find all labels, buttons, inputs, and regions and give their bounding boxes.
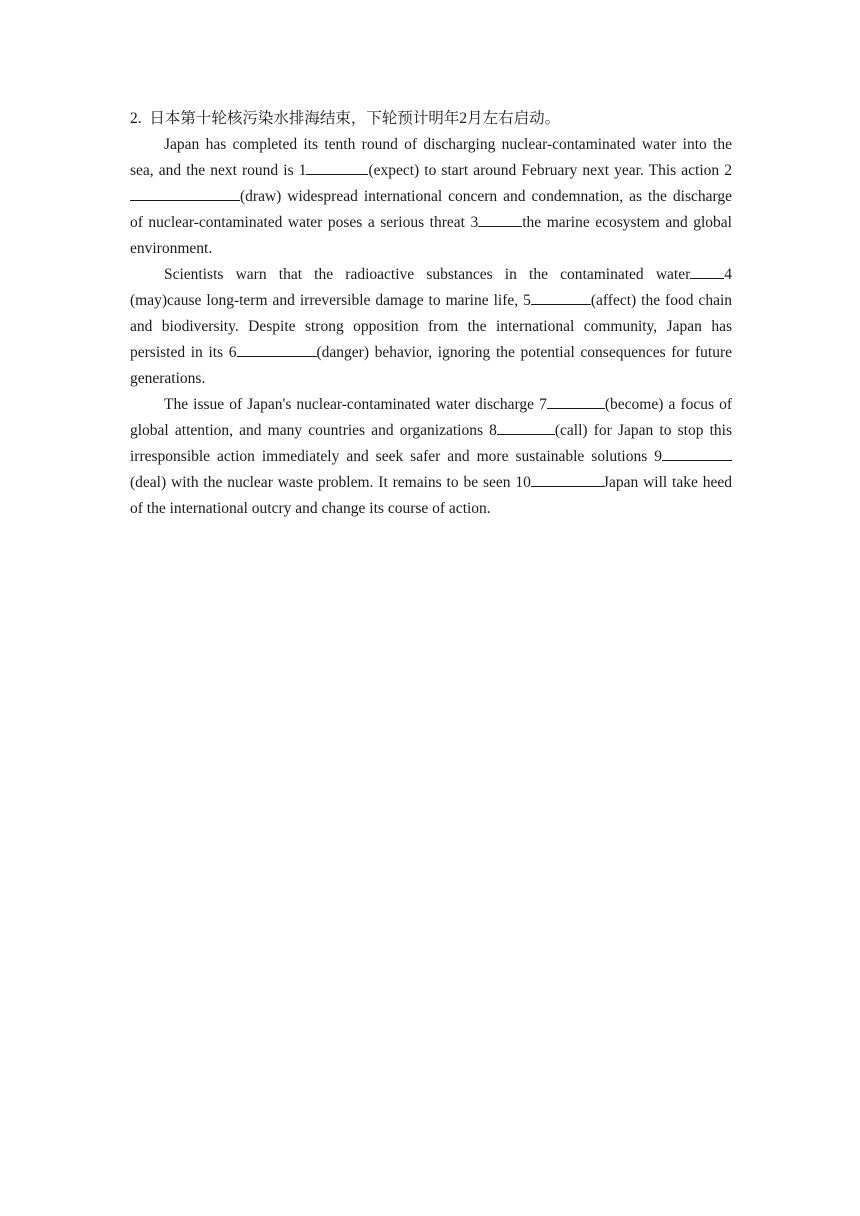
blank-number: 10	[515, 474, 531, 491]
paragraph-text: (expect) to start around February next year. This action	[368, 162, 725, 179]
blank-number: 1	[298, 162, 307, 179]
answer-blank-4[interactable]	[690, 262, 724, 279]
paragraph-1	[130, 132, 732, 262]
blank-number: 8	[489, 422, 497, 439]
paragraph-text: Scientists warn that the radioactive substances in the contaminated water	[164, 266, 691, 283]
question-title: 日本第十轮核污染水排海结束，下轮预计明年2月左右启动。	[149, 110, 561, 127]
paragraph-text: (affect) the food chain and biodiversity. Despite strong opposition from the international community, Japan has persisted in its	[130, 292, 732, 361]
paragraph-text: The issue of Japan's nuclear-contaminated water discharge	[164, 396, 540, 413]
paragraph-2	[130, 262, 732, 392]
paragraph-text: the marine ecosystem and global environment.	[130, 214, 732, 257]
answer-blank-7[interactable]	[547, 392, 605, 409]
answer-blank-2[interactable]	[130, 184, 240, 201]
blank-number: 3	[470, 214, 479, 231]
answer-blank-10[interactable]	[531, 470, 603, 487]
answer-blank-1[interactable]	[306, 158, 368, 175]
answer-blank-6[interactable]	[237, 340, 317, 357]
paragraph-3	[130, 392, 732, 522]
blank-number: 9	[654, 448, 662, 465]
blank-number: 7	[539, 396, 547, 413]
paragraph-text: (become) a focus of global attention, and many countries and organizations	[130, 396, 732, 439]
exercise-document	[130, 106, 732, 522]
blank-number: 2	[724, 162, 732, 179]
paragraph-text: Japan will take heed of the international outcry and change its course of action.	[130, 474, 732, 517]
answer-blank-9[interactable]	[662, 444, 732, 461]
blank-number: 4	[724, 266, 732, 283]
paragraph-text: (may)cause long-term and irreversible damage to marine life,	[130, 292, 524, 309]
answer-blank-8[interactable]	[497, 418, 555, 435]
answer-blank-3[interactable]	[478, 210, 522, 227]
answer-blank-5[interactable]	[531, 288, 591, 305]
paragraph-text: Japan has completed its tenth round of discharging nuclear-contaminated water into the sea, and the next round is	[130, 136, 732, 179]
question-number: 2.	[130, 110, 142, 127]
paragraph-text: (call) for Japan to stop this irresponsible action immediately and seek safer and more sustainable solutions	[130, 422, 732, 465]
paragraph-text: (deal) with the nuclear waste problem. It remains to be seen	[130, 474, 516, 491]
blank-number: 5	[523, 292, 531, 309]
paragraph-text: (draw) widespread international concern and condemnation, as the discharge of nuclear-contaminated water poses a serious threat	[130, 188, 732, 231]
blank-number: 6	[228, 344, 237, 361]
question-heading	[130, 106, 732, 132]
paragraph-text: (danger) behavior, ignoring the potential consequences for future generations.	[130, 344, 732, 387]
